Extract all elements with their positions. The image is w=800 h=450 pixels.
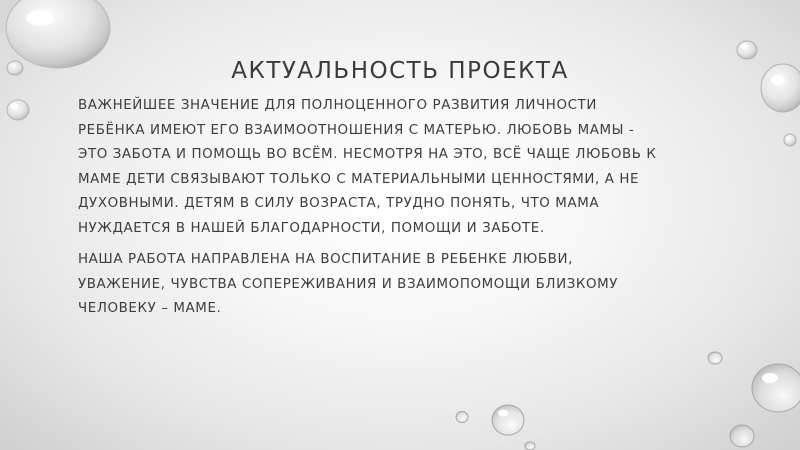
drop-right-tiny: [784, 134, 796, 146]
drop-top-left-small: [7, 100, 29, 120]
drop-bottom-center-large: [492, 405, 524, 435]
slide-body: [78, 94, 728, 329]
paragraph-goal: НАША РАБОТА НАПРАВЛЕНА НА ВОСПИТАНИЕ В РЕБЕНКЕ ЛЮБВИ, УВАЖЕНИЕ, ЧУВСТВА СОПЕРЕЖИВАНИЯ И ВЗАИМОПОМОЩИ БЛИЗКОМУ ЧЕЛОВЕКУ – МАМЕ.: [78, 252, 619, 316]
drop-bottom-right-small: [708, 352, 722, 364]
slide-title: АКТУАЛЬНОСТЬ ПРОЕКТА: [231, 58, 569, 84]
drop-bottom-right-large: [752, 364, 800, 412]
drop-bottom-center-small: [456, 412, 468, 423]
paragraph-relevance: ВАЖНЕЙШЕЕ ЗНАЧЕНИЕ ДЛЯ ПОЛНОЦЕННОГО РАЗВИТИЯ ЛИЧНОСТИ РЕБЁНКА ИМЕЮТ ЕГО ВЗАИМООТНОШЕНИЯ С МАТЕРЬЮ. ЛЮБОВЬ МАМЫ - ЭТО ЗАБОТА И ПОМОЩЬ ВО ВСЁМ. НЕСМОТРЯ НА ЭТО, ВСЁ ЧАЩЕ ЛЮБОВЬ К МАМЕ ДЕТИ СВЯЗЫВАЮТ ТОЛЬКО С МАТЕРИАЛЬНЫМИ ЦЕННОСТЯМИ, А НЕ ДУХОВНЫМИ. ДЕТЯМ В СИЛУ ВОЗРАСТА, ТРУДНО ПОНЯТЬ, ЧТО МАМА НУЖДАЕТСЯ В НАШЕЙ БЛАГОДАРНОСТИ, ПОМОЩИ И ЗАБОТЕ.: [78, 98, 657, 236]
drop-top-right-small: [737, 41, 757, 59]
drop-bottom-center-tiny: [525, 442, 535, 450]
drop-bottom-right-mid: [730, 425, 754, 447]
